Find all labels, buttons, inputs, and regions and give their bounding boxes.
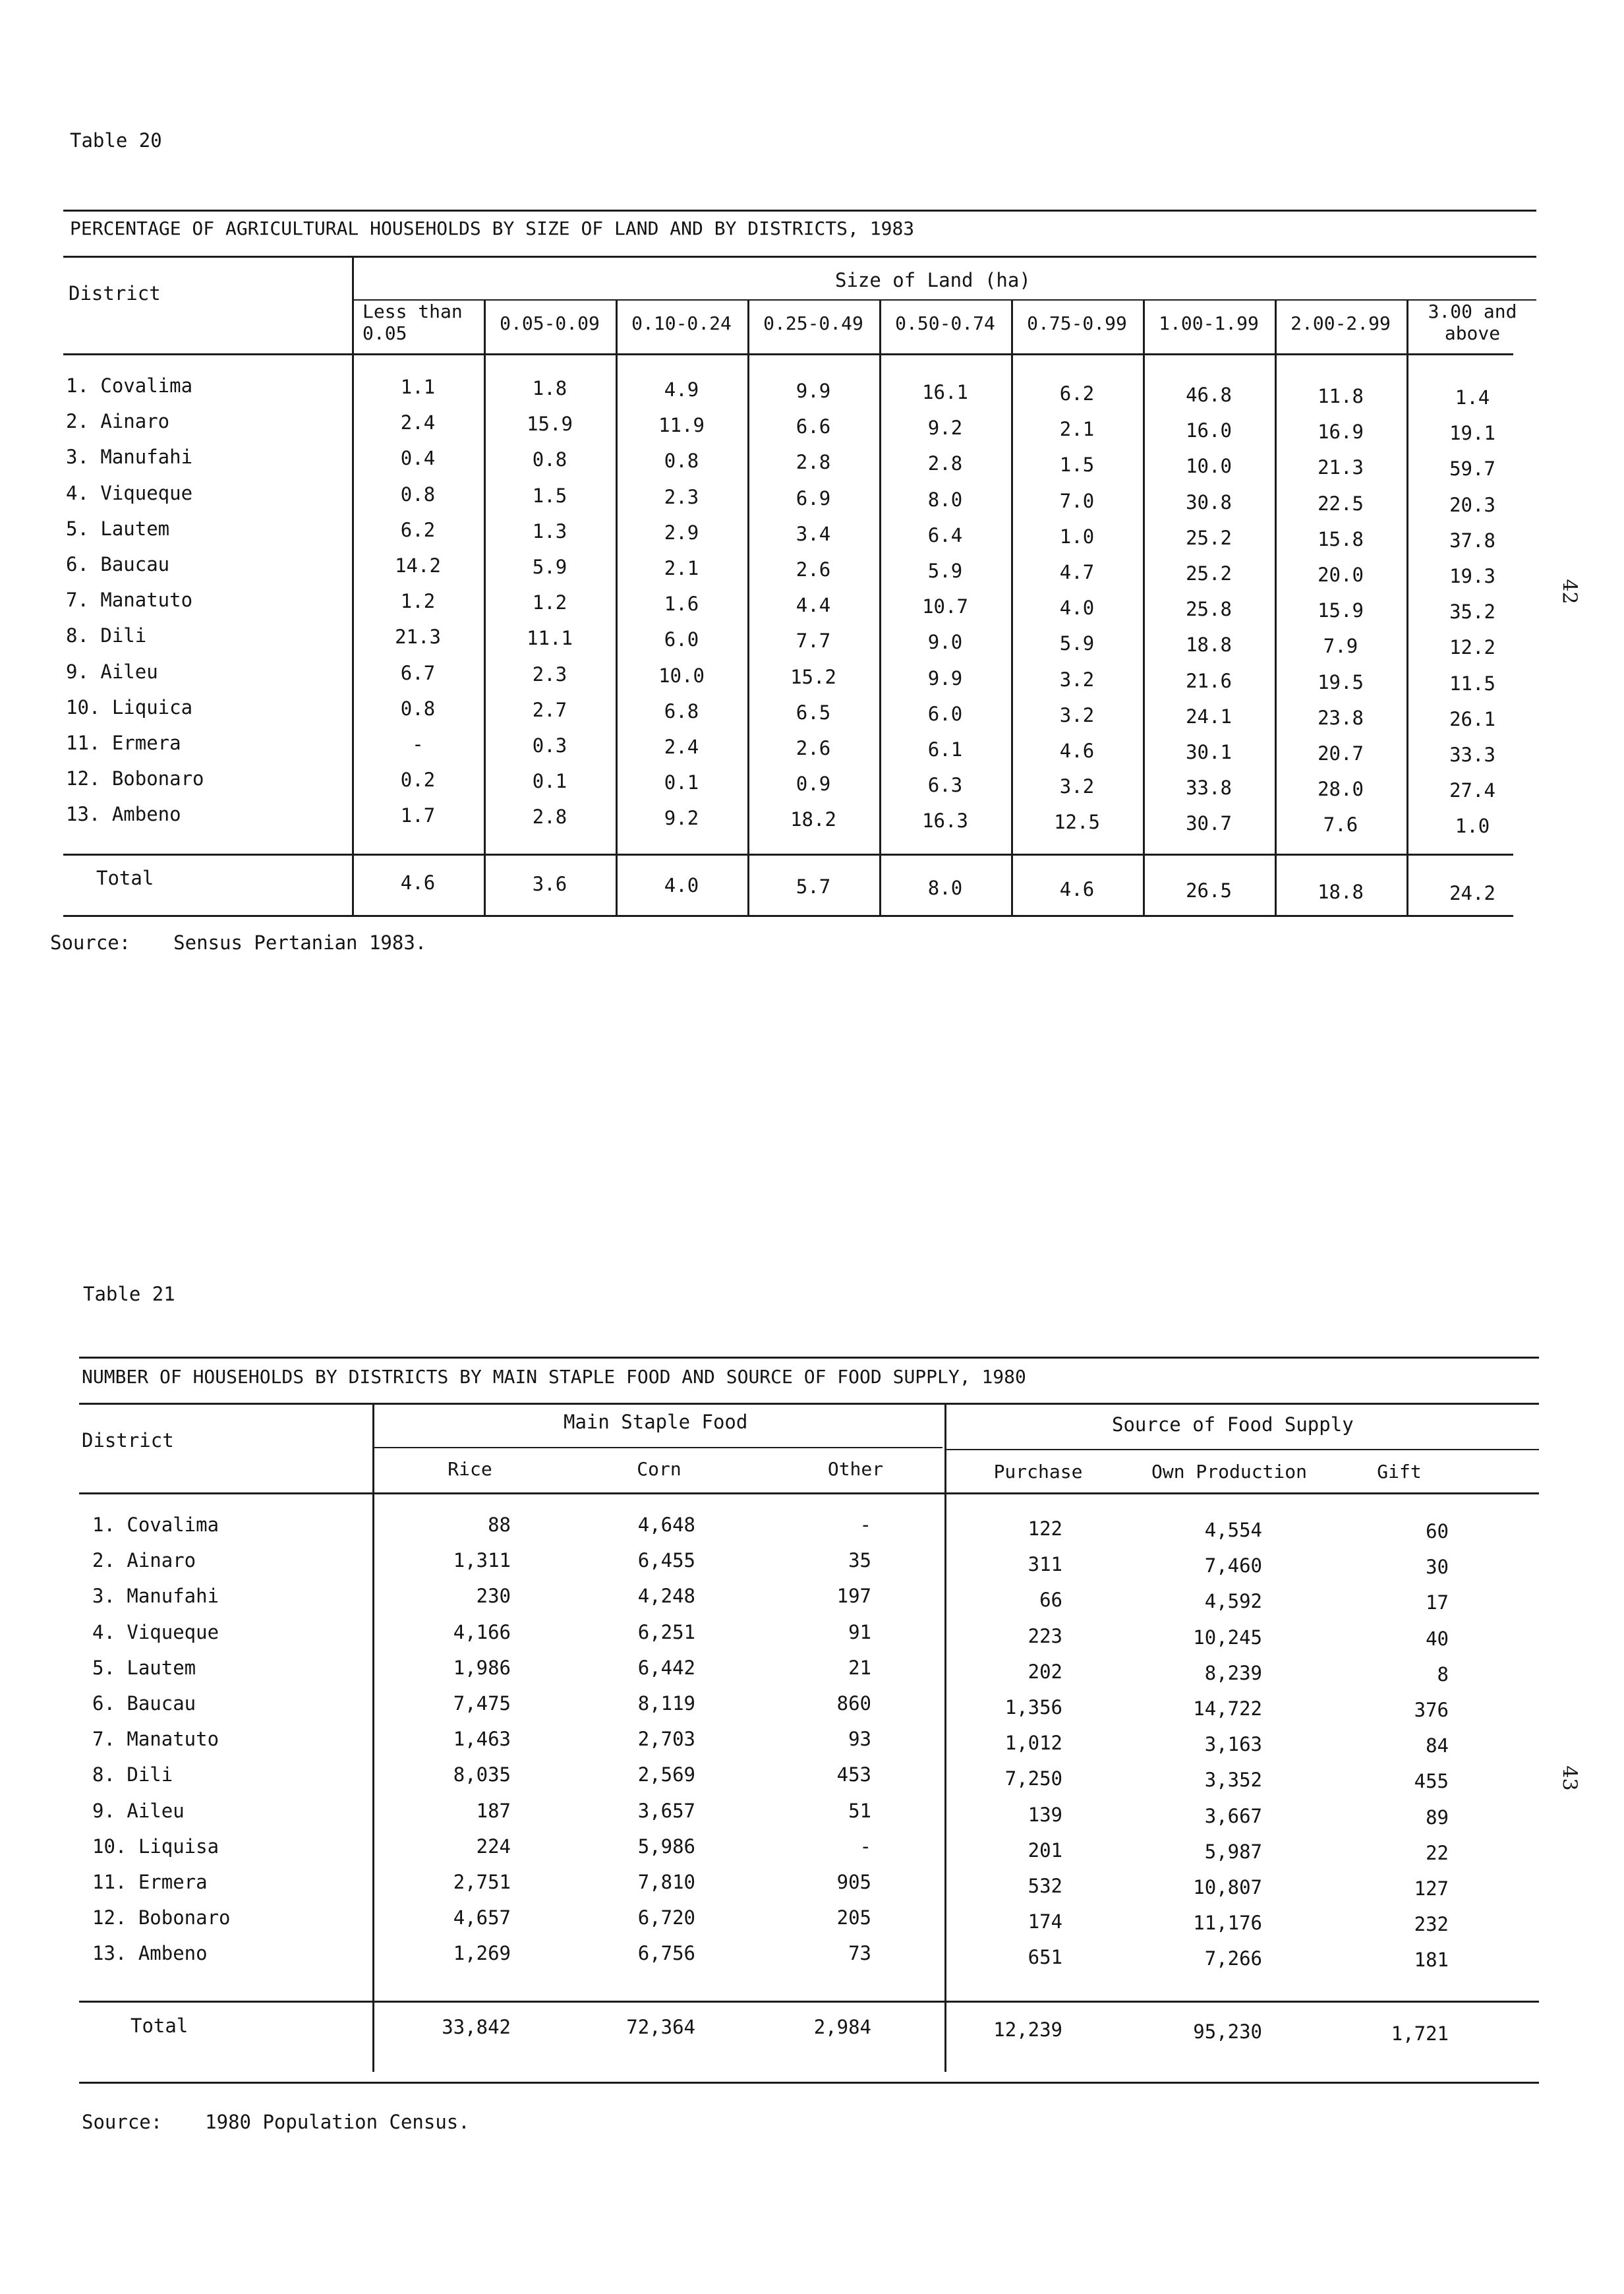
column-header-line: above	[1444, 322, 1501, 344]
table-cell: 33.8	[1186, 777, 1232, 800]
district-name: 7. Manatuto	[92, 1728, 219, 1751]
table-cell: 10.7	[922, 595, 968, 618]
table-cell: 35.2	[1449, 601, 1495, 624]
table-cell: 2.3	[532, 662, 567, 686]
column-header-line: Less than	[362, 301, 463, 322]
table-cell: 3.2	[1059, 775, 1095, 798]
column-header: Gift	[1377, 1461, 1422, 1483]
table-cell: 1.7	[400, 804, 436, 827]
table-cell: -	[412, 733, 424, 755]
table-20	[50, 125, 1536, 982]
table-cell: 127	[1414, 1877, 1449, 1900]
group-rule	[352, 299, 1536, 301]
bottom-rule	[79, 2082, 1539, 2084]
table-cell: 122	[1028, 1517, 1062, 1540]
table-cell: 40	[1426, 1627, 1449, 1650]
table-cell: 4,166	[453, 1620, 511, 1643]
source-label: Source:	[50, 931, 131, 954]
table-cell: 455	[1414, 1770, 1449, 1793]
table-cell: 174	[1028, 1910, 1062, 1933]
table-cell: 93	[848, 1728, 871, 1751]
table-cell: 7,250	[1004, 1767, 1062, 1790]
bottom-rule	[63, 915, 1513, 917]
table-title: NUMBER OF HOUSEHOLDS BY DISTRICTS BY MAIN STAPLE FOOD AND SOURCE OF FOOD SUPPLY, 1980	[82, 1366, 1026, 1388]
table-cell: 5,987	[1204, 1840, 1262, 1863]
table-cell: 6.2	[1059, 382, 1095, 405]
total-label: Total	[130, 2015, 188, 2037]
table-cell: 20.7	[1318, 742, 1364, 765]
table-cell: 5,986	[637, 1835, 695, 1858]
table-cell: 4.9	[664, 378, 699, 401]
header-bottom-rule	[79, 1492, 1539, 1494]
table-cell: 2.9	[664, 521, 699, 544]
table-cell: 88	[488, 1514, 511, 1536]
table-cell: 6.8	[664, 699, 699, 722]
table-cell: 8,239	[1204, 1661, 1262, 1684]
table-cell: 4.7	[1059, 561, 1095, 583]
district-name: 8. Dili	[92, 1763, 173, 1786]
column-header: Own Production	[1151, 1461, 1307, 1483]
table-cell: 0.8	[400, 483, 436, 506]
district-header: District	[82, 1429, 174, 1452]
table-cell: 651	[1028, 1946, 1062, 1969]
table-cell: 89	[1426, 1806, 1449, 1829]
source-label: Source:	[82, 2111, 163, 2133]
table-cell: 2.1	[664, 557, 699, 579]
table-cell: 223	[1028, 1624, 1062, 1647]
table-cell: 26.1	[1449, 707, 1495, 730]
table-cell: 9.2	[664, 807, 699, 830]
table-cell: 1,311	[453, 1549, 511, 1572]
table-cell: 6.9	[796, 486, 831, 510]
table-cell: 2.3	[664, 485, 699, 508]
district-name: 4. Viqueque	[92, 1620, 219, 1643]
table-cell: 6,251	[637, 1620, 695, 1643]
table-cell: 224	[476, 1835, 511, 1858]
table-21	[79, 1279, 1539, 2162]
table-cell: 11.9	[658, 414, 705, 437]
table-cell: 51	[848, 1799, 871, 1822]
table-cell: 73	[848, 1942, 871, 1965]
table-cell: 139	[1028, 1803, 1062, 1826]
table-cell: 6.5	[796, 701, 831, 724]
table-cell: 14,722	[1193, 1697, 1262, 1720]
table-cell: 1.3	[532, 519, 567, 543]
source-text: 1980 Population Census.	[205, 2111, 470, 2133]
table-cell: 7.7	[796, 630, 831, 653]
total-cell: 4.6	[1059, 878, 1095, 900]
table-cell: 3.2	[1059, 668, 1095, 691]
column-header: Other	[827, 1458, 884, 1480]
column-header-line: 3.00 and	[1428, 301, 1517, 322]
table-cell: 35	[848, 1549, 871, 1572]
column-header-line: 0.25-0.49	[763, 312, 863, 334]
table-cell: 19.1	[1449, 422, 1495, 445]
table-cell: 1.1	[400, 376, 436, 398]
table-cell: 22.5	[1318, 492, 1364, 515]
table-cell: 15.9	[527, 413, 573, 436]
table-cell: 7.9	[1323, 635, 1358, 658]
header-bottom-rule	[63, 353, 1513, 355]
column-header	[1275, 312, 1406, 334]
total-cell: 1,721	[1391, 2022, 1449, 2045]
district-name: 2. Ainaro	[66, 410, 170, 433]
column-header-line: 0.05	[362, 322, 407, 344]
district-name: 13. Ambeno	[66, 803, 181, 826]
title-rule	[63, 256, 1536, 258]
table-cell: 9.0	[927, 631, 963, 654]
table-cell: 18.2	[790, 808, 836, 831]
table-cell: 7,475	[453, 1692, 511, 1715]
table-cell: 33.3	[1449, 744, 1495, 766]
column-header	[1011, 312, 1143, 334]
total-cell: 24.2	[1449, 882, 1495, 904]
table-cell: 6.7	[400, 661, 436, 684]
column-header-line: 0.50-0.74	[895, 312, 995, 334]
table-cell: 22	[1426, 1841, 1449, 1864]
table-cell: 197	[836, 1585, 871, 1608]
table-cell: 5.9	[1059, 632, 1095, 655]
district-name: 5. Lautem	[92, 1656, 196, 1679]
table-cell: 59.7	[1449, 457, 1495, 481]
table-cell: 30.8	[1186, 490, 1232, 514]
table-cell: 860	[836, 1692, 871, 1715]
table-cell: 0.2	[400, 769, 436, 792]
table-cell: 21	[848, 1656, 871, 1679]
district-name: 9. Aileu	[66, 660, 158, 683]
table-cell: 187	[476, 1799, 511, 1822]
total-cell: 3.6	[532, 873, 567, 895]
table-cell: 11,176	[1193, 1912, 1262, 1935]
column-header: Corn	[637, 1458, 682, 1480]
table-cell: 6.0	[927, 702, 963, 725]
table-cell: 6.2	[400, 518, 436, 541]
table-cell: 8,035	[453, 1763, 511, 1786]
table-cell: 3,163	[1204, 1733, 1262, 1756]
total-label: Total	[96, 867, 154, 889]
table-cell: 0.8	[664, 450, 699, 473]
district-name: 1. Covalima	[92, 1514, 219, 1536]
column-header	[1406, 301, 1538, 344]
table-cell: 3,667	[1204, 1804, 1262, 1827]
column-header	[747, 312, 879, 334]
column-header: Purchase	[993, 1461, 1083, 1483]
table-cell: 201	[1028, 1838, 1062, 1862]
table-cell: 6.3	[927, 774, 963, 797]
table-cell: 10.0	[658, 664, 705, 687]
table-cell: 5.9	[927, 560, 963, 582]
table-cell: 0.1	[664, 771, 699, 794]
table-cell: 453	[836, 1763, 871, 1786]
column-header-line: 1.00-1.99	[1159, 312, 1259, 334]
title-rule	[79, 1403, 1539, 1405]
total-cell: 26.5	[1186, 879, 1232, 902]
table-cell: 12.5	[1054, 811, 1100, 834]
table-cell: 1,012	[1004, 1732, 1062, 1755]
table-cell: 10,245	[1193, 1626, 1262, 1649]
table-cell: 25.2	[1186, 562, 1232, 585]
district-name: 8. Dili	[66, 624, 147, 647]
column-header	[484, 312, 616, 334]
table-label: Table 21	[83, 1283, 175, 1305]
table-cell: 6,442	[637, 1656, 695, 1679]
column-header	[616, 312, 747, 334]
table-cell: 2.1	[1059, 418, 1095, 441]
table-cell: 2.8	[532, 806, 567, 829]
district-name: 6. Baucau	[66, 553, 170, 575]
table-cell: 6,756	[637, 1942, 695, 1965]
table-cell: 21.3	[395, 626, 441, 649]
column-header	[879, 312, 1011, 334]
table-cell: 18.8	[1186, 633, 1232, 657]
table-cell: 1,986	[453, 1656, 511, 1679]
district-name: 11. Ermera	[66, 732, 181, 754]
table-cell: 37.8	[1449, 529, 1495, 552]
table-cell: 91	[848, 1620, 871, 1643]
table-cell: 19.5	[1318, 670, 1364, 693]
table-cell: 6.0	[664, 628, 699, 651]
table-cell: 1,356	[1004, 1696, 1062, 1719]
district-name: 3. Manufahi	[92, 1585, 219, 1608]
table-cell: 19.3	[1449, 565, 1495, 587]
table-cell: -	[859, 1514, 871, 1536]
table-cell: 0.1	[532, 770, 567, 793]
group1-rule	[374, 1447, 942, 1448]
total-cell: 33,842	[442, 2016, 511, 2038]
total-rule	[63, 854, 1513, 856]
table-cell: 0.9	[796, 773, 831, 796]
table-label: Table 20	[70, 129, 162, 152]
table-cell: 11.5	[1449, 672, 1495, 695]
table-cell: -	[859, 1835, 871, 1858]
source-note	[82, 2111, 470, 2133]
district-name: 6. Baucau	[92, 1692, 196, 1715]
table-cell: 1,463	[453, 1728, 511, 1751]
table-cell: 232	[1414, 1913, 1449, 1936]
total-cell: 2,984	[813, 2016, 871, 2038]
table-cell: 66	[1039, 1589, 1062, 1612]
table-cell: 21.3	[1318, 456, 1364, 479]
table-cell: 30.1	[1186, 741, 1232, 763]
table-cell: 7,810	[637, 1871, 695, 1893]
table-cell: 1.4	[1455, 386, 1490, 409]
district-header: District	[69, 282, 161, 305]
table-cell: 30	[1426, 1556, 1449, 1579]
table-title: PERCENTAGE OF AGRICULTURAL HOUSEHOLDS BY SIZE OF LAND AND BY DISTRICTS, 1983	[70, 218, 915, 239]
total-cell: 4.6	[400, 871, 436, 894]
table-cell: 532	[1028, 1875, 1062, 1897]
table-cell: 21.6	[1186, 669, 1232, 692]
table-cell: 8	[1437, 1662, 1449, 1686]
table-cell: 2.8	[796, 451, 831, 474]
table-cell: 2,703	[637, 1728, 695, 1751]
table-cell: 15.8	[1318, 527, 1364, 550]
district-name: 2. Ainaro	[92, 1549, 196, 1572]
table-cell: 1.6	[664, 593, 699, 616]
district-name: 12. Bobonaro	[92, 1906, 231, 1929]
table-cell: 9.2	[927, 417, 963, 440]
table-cell: 17	[1426, 1591, 1449, 1614]
group2-rule	[946, 1449, 1539, 1450]
district-name: 13. Ambeno	[92, 1942, 208, 1965]
table-cell: 10,807	[1193, 1876, 1262, 1898]
table-cell: 3,657	[637, 1799, 695, 1822]
table-cell: 1.2	[532, 591, 567, 614]
table-cell: 20.3	[1449, 493, 1495, 516]
table-cell: 2.6	[796, 558, 831, 581]
size-of-land-header: Size of Land (ha)	[835, 269, 1031, 291]
table-cell: 1,269	[453, 1942, 511, 1965]
column-header: Rice	[448, 1458, 492, 1480]
total-cell: 18.8	[1318, 881, 1364, 903]
table-cell: 16.0	[1186, 419, 1232, 442]
district-name: 3. Manufahi	[66, 446, 193, 469]
table-cell: 0.4	[400, 447, 436, 470]
table-cell: 6,720	[637, 1906, 695, 1929]
table-cell: 27.4	[1449, 779, 1495, 802]
table-cell: 376	[1414, 1699, 1449, 1721]
table-cell: 11.1	[527, 627, 573, 650]
table-cell: 10.0	[1186, 455, 1232, 478]
table-cell: 2.7	[532, 698, 567, 721]
table-cell: 3.4	[796, 522, 831, 545]
table-cell: 60	[1426, 1520, 1449, 1543]
table-cell: 905	[836, 1871, 871, 1893]
main-staple-food-header: Main Staple Food	[564, 1411, 748, 1433]
table-cell: 6.1	[927, 738, 963, 761]
table-cell: 8,119	[637, 1692, 695, 1715]
district-name: 9. Aileu	[92, 1799, 185, 1822]
table-cell: 181	[1414, 1949, 1449, 1972]
table-cell: 2.4	[400, 411, 436, 434]
table-cell: 16.9	[1318, 421, 1364, 444]
table-cell: 1.0	[1455, 815, 1490, 838]
district-name: 5. Lautem	[66, 517, 170, 540]
table-cell: 1.0	[1059, 525, 1095, 548]
table-cell: 1.5	[532, 484, 567, 507]
column-header	[352, 301, 484, 344]
district-name: 10. Liquisa	[92, 1835, 219, 1858]
table-cell: 6.4	[927, 523, 963, 546]
table-cell: 14.2	[395, 554, 441, 577]
table-cell: 25.2	[1186, 526, 1232, 549]
table-cell: 46.8	[1186, 384, 1232, 406]
table-cell: 9.9	[927, 666, 963, 690]
district-name: 4. Viqueque	[66, 481, 193, 504]
table-cell: 25.8	[1186, 598, 1232, 621]
district-name: 12. Bobonaro	[66, 767, 204, 790]
table-cell: 4.6	[1059, 740, 1095, 762]
table-cell: 16.3	[922, 809, 968, 833]
district-name: 11. Ermera	[92, 1871, 208, 1893]
district-name: 7. Manatuto	[66, 589, 193, 612]
table-cell: 311	[1028, 1553, 1062, 1576]
table-cell: 5.9	[532, 556, 567, 578]
table-cell: 7,460	[1204, 1554, 1262, 1577]
table-cell: 0.8	[400, 697, 436, 720]
table-cell: 4,592	[1204, 1590, 1262, 1613]
table-cell: 11.8	[1318, 385, 1364, 407]
column-header-line: 0.10-0.24	[631, 312, 732, 334]
table-cell: 1.2	[400, 590, 436, 613]
column-header-line: 0.05-0.09	[500, 312, 600, 334]
column-header-line: 0.75-0.99	[1027, 312, 1127, 334]
table-cell: 4,648	[637, 1514, 695, 1536]
table-cell: 4,248	[637, 1585, 695, 1608]
total-cell: 95,230	[1193, 2020, 1262, 2043]
table-cell: 15.9	[1318, 599, 1364, 622]
table-cell: 202	[1028, 1660, 1062, 1683]
table-cell: 24.1	[1186, 705, 1232, 728]
source-text: Sensus Pertanian 1983.	[173, 931, 427, 954]
total-cell: 12,239	[993, 2018, 1062, 2041]
total-rule	[79, 2001, 1539, 2003]
table-cell: 23.8	[1318, 706, 1364, 729]
source-note	[50, 931, 426, 954]
table-cell: 84	[1426, 1734, 1449, 1757]
table-cell: 2,569	[637, 1763, 695, 1786]
table-cell: 205	[836, 1906, 871, 1929]
page-number-43: 43	[1557, 1765, 1581, 1791]
top-rule	[79, 1357, 1539, 1359]
table-cell: 6.6	[796, 415, 831, 438]
table-cell: 4,657	[453, 1906, 511, 1929]
table-cell: 20.0	[1318, 564, 1364, 586]
table-cell: 0.3	[532, 734, 567, 757]
table-cell: 2.4	[664, 736, 699, 758]
table-cell: 6,455	[637, 1549, 695, 1572]
source-of-food-supply-header: Source of Food Supply	[1112, 1413, 1354, 1436]
table-cell: 4.4	[796, 594, 831, 617]
table-cell: 15.2	[790, 665, 836, 688]
table-cell: 12.2	[1449, 636, 1495, 659]
table-cell: 28.0	[1318, 778, 1364, 801]
table-cell: 8.0	[927, 488, 963, 511]
total-cell: 8.0	[927, 877, 963, 899]
table-cell: 3.2	[1059, 703, 1095, 726]
district-name: 1. Covalima	[66, 374, 193, 397]
table-cell: 2,751	[453, 1871, 511, 1893]
table-cell: 1.5	[1059, 454, 1095, 477]
table-cell: 230	[476, 1585, 511, 1608]
top-rule	[63, 210, 1536, 212]
column-header	[1143, 312, 1275, 334]
table-cell: 7,266	[1204, 1947, 1262, 1970]
district-name: 10. Liquica	[66, 695, 193, 719]
table-cell: 0.8	[532, 448, 567, 471]
page-number-42: 42	[1557, 579, 1581, 604]
table-cell: 1.8	[532, 377, 567, 399]
table-cell: 4.0	[1059, 597, 1095, 620]
table-cell: 9.9	[796, 380, 831, 402]
table-cell: 7.0	[1059, 489, 1095, 512]
table-cell: 7.6	[1323, 813, 1358, 837]
table-cell: 2.6	[796, 737, 831, 759]
table-cell: 2.8	[927, 452, 963, 475]
column-header-line: 2.00-2.99	[1290, 312, 1391, 334]
total-cell: 5.7	[796, 875, 831, 898]
total-cell: 72,364	[626, 2016, 695, 2038]
total-cell: 4.0	[664, 874, 699, 897]
table-cell: 4,554	[1204, 1519, 1262, 1541]
table-cell: 30.7	[1186, 812, 1232, 835]
table-cell: 3,352	[1204, 1769, 1262, 1792]
table-cell: 16.1	[922, 381, 968, 403]
